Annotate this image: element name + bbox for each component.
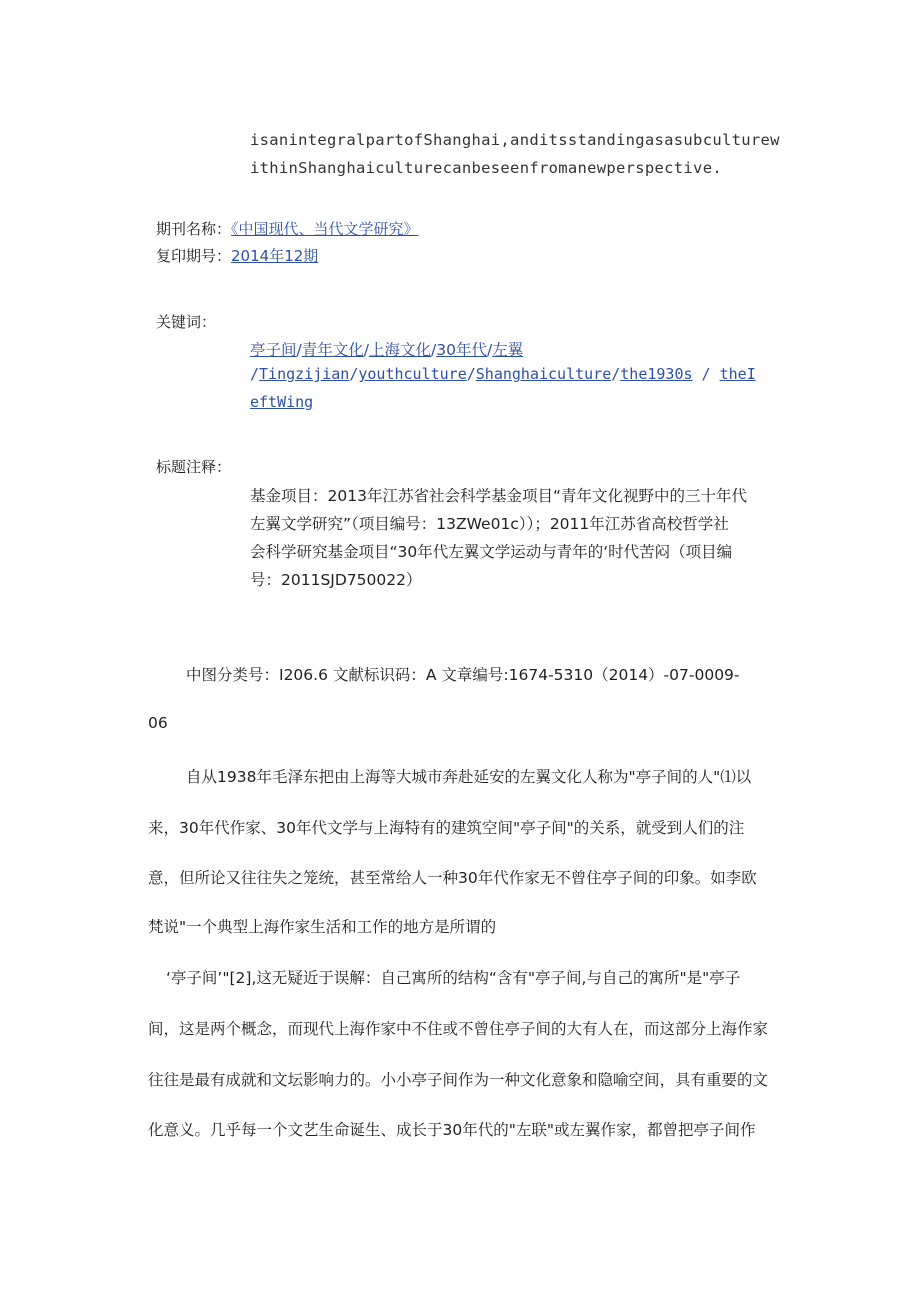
title-note-line: 左翼文学研究”（项目编号：13ZWe01c））；2011年江苏省高校哲学社	[250, 515, 729, 533]
classification-line-2: 06	[148, 714, 168, 732]
issue-row	[156, 245, 318, 266]
keyword-separator: /	[466, 365, 476, 383]
issue-label: 复印期号：	[156, 247, 232, 265]
journal-row	[156, 218, 419, 239]
body-line: 意，但所论又往往失之笼统，甚至常给人一种30年代作家无不曾住亭子间的印象。如李欧	[148, 869, 757, 887]
body-line: 往往是最有成就和文坛影响力的。小小亭子间作为一种文化意象和隐喻空间，具有重要的文	[148, 1071, 769, 1089]
journal-link[interactable]: 《中国现代、当代文学研究》	[231, 220, 419, 238]
keyword-link[interactable]: Shanghaiculture	[475, 365, 612, 383]
classification-line-1: 中图分类号：I206.6 文献标识码：A 文章编号:1674-5310（2014）-07-0009-	[186, 666, 740, 684]
keyword-separator: /	[250, 365, 260, 383]
keywords-en-tail-row	[250, 393, 313, 411]
title-note-label: 标题注释：	[156, 458, 232, 476]
keyword-separator: /	[349, 365, 359, 383]
body-line: 自从1938年毛泽东把由上海等大城市奔赴延安的左翼文化人称为"亭子间的人"⑴以	[186, 768, 752, 786]
keyword-separator: /	[296, 341, 302, 359]
keyword-link[interactable]: 30年代	[436, 341, 487, 359]
keyword-link[interactable]: the1930s	[620, 365, 693, 383]
keyword-link[interactable]: theI	[719, 365, 756, 383]
keyword-separator: /	[363, 341, 369, 359]
title-note-line: 基金项目：2013年江苏省社会科学基金项目“青年文化视野中的三十年代	[250, 487, 747, 505]
keyword-separator: /	[692, 365, 720, 383]
title-note-line: 号：2011SJD750022）	[250, 571, 422, 589]
abstract-line-2: ithinShanghaiculturecanbeseenfromanewperspective.	[250, 159, 722, 177]
body-line: 化意义。几乎每一个文艺生命诞生、成长于30年代的"左联"或左翼作家，都曾把亭子间作	[148, 1121, 756, 1139]
title-note-line: 会科学研究基金项目“30年代左翼文学运动与青年的‘时代苦闷（项目编	[250, 543, 733, 561]
keyword-link[interactable]: 亭子间	[250, 341, 297, 359]
keyword-link[interactable]: Tingzijian	[259, 365, 350, 383]
journal-label: 期刊名称：	[156, 220, 232, 238]
keywords-label: 关键词：	[156, 313, 217, 331]
keyword-link[interactable]: 上海文化	[369, 341, 432, 359]
keyword-link[interactable]: 青年文化	[301, 341, 364, 359]
keywords-en-row	[250, 365, 756, 383]
keyword-separator: /	[611, 365, 621, 383]
keyword-separator: /	[431, 341, 437, 359]
issue-link[interactable]: 2014年12期	[231, 247, 319, 265]
body-line: 来，30年代作家、30年代文学与上海特有的建筑空间"亭子间"的关系，就受到人们的注	[148, 819, 745, 837]
body-line: 梵说"一个典型上海作家生活和工作的地方是所谓的	[148, 918, 497, 936]
keywords-cn-row	[250, 338, 523, 360]
keyword-link[interactable]: youthculture	[358, 365, 467, 383]
body-line: ‘亭子间’"[2],这无疑近于误解：自己寓所的结构“含有"亭子间,与自己的寓所"是"亭子	[166, 969, 741, 987]
body-line: 间，这是两个概念，而现代上海作家中不住或不曾住亭子间的大有人在，而这部分上海作家	[148, 1020, 769, 1038]
keyword-separator: /	[486, 341, 493, 359]
keyword-link-continued[interactable]: eftWing	[250, 393, 314, 411]
keyword-link[interactable]: 左翼	[492, 341, 524, 359]
abstract-line-1: isanintegralpartofShanghai,anditsstandingasasubculturew	[250, 131, 780, 149]
